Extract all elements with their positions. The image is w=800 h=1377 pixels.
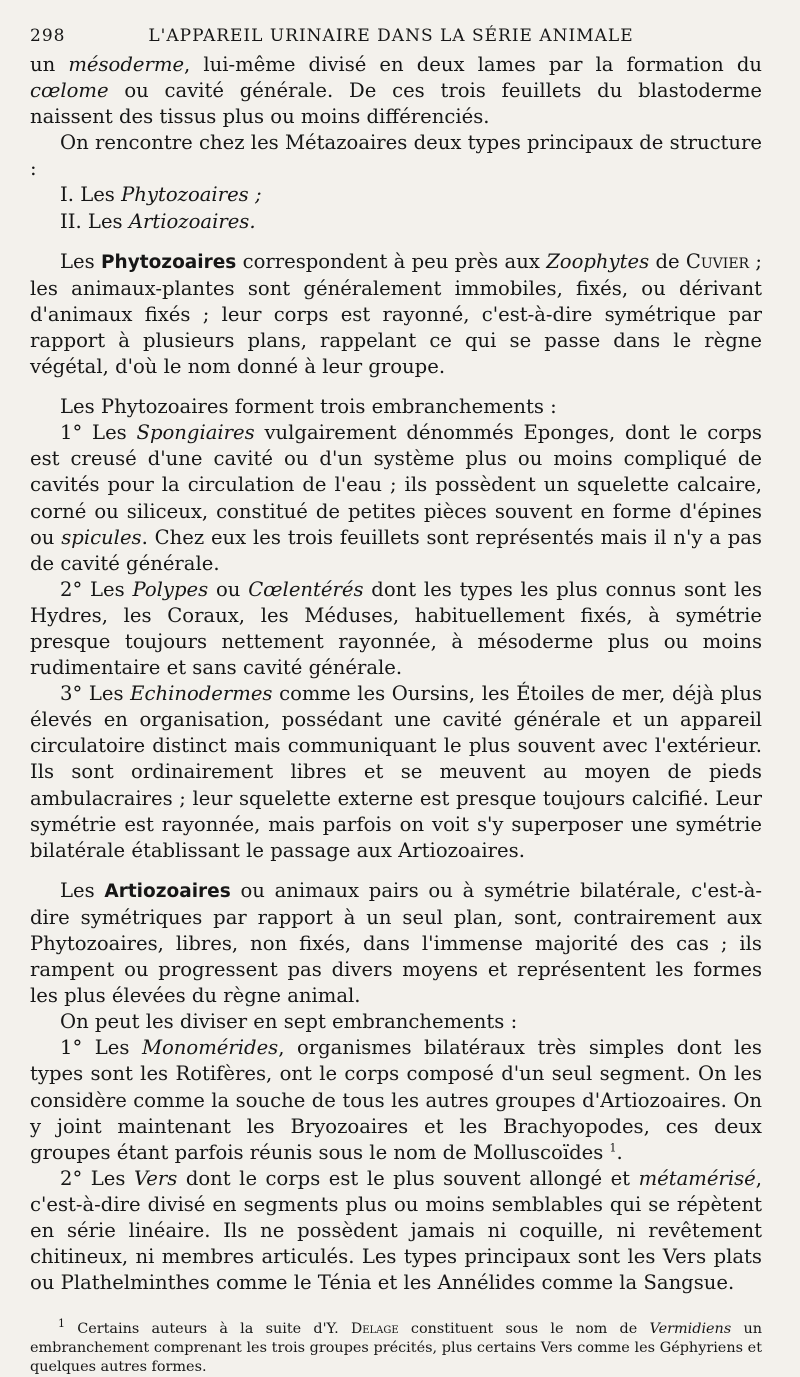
text-run: ou — [208, 577, 249, 601]
text-run: , organismes bilatéraux très simples dont les types sont les Rotifères, ont le corps composé d'un seul segment. On les considère comme la souche de tous les autres groupes d'Artiozoaires. On y joint maintenant les Bryozoaires et les Brachyopodes, ces deux groupes étant parfois réunis sous le nom de Molluscoïdes — [30, 1036, 762, 1164]
term-spicules: spicules — [61, 525, 142, 549]
text-run: ou animaux pairs ou à symétrie bilatérale, c'est-à-dire symétriques par rapport à un seul plan, sont, contrairement aux Phytozoaires, libres, non fixés, dans l'immense majorité des cas ; ils rampent ou progressent pas divers moyens et représentent les formes les plus élevées du règne animal. — [30, 878, 763, 1008]
text-run: correspondent à peu près aux — [236, 249, 547, 273]
text-run: constituent sous le nom de — [398, 1321, 650, 1338]
list-item-phytozoaires — [30, 182, 762, 208]
text-run: dont les types les plus connus sont les Hydres, les Coraux, les Méduses, habituellement fixés, à symétrie presque toujours nettement rayonnée, à mésoderme plus ou moins rudimentaire et sans cavité générale. — [30, 577, 762, 680]
text-run: de — [649, 249, 686, 273]
paragraph-monomerides — [30, 1035, 762, 1165]
text-run: Les — [60, 878, 105, 902]
text-run: comme les Oursins, les Étoiles de mer, déjà plus élevés en organisation, possédant une cavité générale et un appareil circulatoire distinct mais communiquant le plus souvent avec l'extérieur. Ils sont ordinairement libres et se meuvent au moyen de pieds ambulacraires ; leur squelette externe est presque toujours calcifié. Leur symétrie est rayonnée, mais parfois on voit s'y superposer une symétrie bilatérale établissant le passage aux Artiozoaires. — [30, 682, 762, 862]
term-vermidiens: Vermidiens — [649, 1321, 732, 1338]
text-run: . — [616, 1140, 623, 1164]
term-metamerise: métamérisé — [638, 1166, 756, 1190]
paragraph-two-types: On rencontre chez les Métazoaires deux types principaux de structure : — [30, 131, 762, 181]
list-number: II. Les — [60, 209, 129, 233]
text-run: Les — [60, 249, 101, 273]
text-run: , c'est-à-dire divisé en segments plus ou moins semblables qui se répètent en série linéaire. Ils ne possèdent jamais ni coquille, ni revêtement chitineux, ni membres articulés. Les types principaux sont les Vers plats ou Plathelminthes comme le Ténia et les Annélides comme la Sangsue. — [30, 1166, 763, 1295]
page-number: 298 — [30, 26, 66, 46]
paragraph-seven-branches: On peut les diviser en sept embranchements : — [60, 1010, 518, 1034]
text-run: un — [30, 53, 69, 76]
text-run: Certains auteurs à la suite d'Y. — [65, 1321, 351, 1338]
term-mesoderme: mésoderme — [68, 53, 185, 76]
text-run: ; les animaux-plantes sont généralement immobiles, fixés, ou dérivant d'animaux fixés ; leur corps est rayonné, c'est-à-dire symétrique par rapport à plusieurs plans, rappelant ce qui se passe dans le règne végétal, d'où le nom donné à leur groupe. — [30, 249, 762, 379]
list-item-artiozoaires — [30, 209, 762, 235]
term-artiozoaires: Artiozoaires. — [128, 209, 256, 233]
main-text — [30, 52, 762, 1296]
running-title: L'APPAREIL URINAIRE DANS LA SÉRIE ANIMALE — [148, 26, 634, 46]
text-run: vulgairement dénommés Eponges, dont le corps est creusé d'une cavité ou d'un système plus ou moins compliqué de cavités pour la circulation de l'eau ; ils possèdent un squelette calcaire, corné ou siliceux, constitué de petites pièces souvent en forme d'épines ou — [30, 421, 762, 549]
paragraph-spongiaires — [30, 420, 762, 577]
text-run: un embranchement comprenant les trois groupes précités, plus certains Vers comme les Géphyriens et quelques autres formes. — [30, 1321, 762, 1376]
text-run: . Chez eux les trois feuillets sont représentés mais il n'y a pas de cavité générale. — [30, 525, 762, 575]
text-run: dont le corps est le plus souvent allongé et — [177, 1166, 639, 1190]
footnote-ref: 1 — [609, 1141, 617, 1155]
paragraph-echinodermes — [30, 681, 762, 864]
term-echinodermes: Echinodermes — [130, 682, 273, 706]
paragraph-phytozoaires — [30, 249, 762, 380]
footnote — [30, 1317, 762, 1377]
author-cuvier: Cuvier — [685, 249, 750, 273]
term-coelome: cœlome — [30, 79, 109, 103]
paragraph-mesoderme — [30, 52, 762, 130]
term-spongiaires: Spongiaires — [136, 421, 255, 445]
term-phytozoaires: Phytozoaires ; — [121, 183, 262, 207]
text-run: 2° Les — [60, 577, 133, 601]
paragraph-vers — [30, 1166, 762, 1296]
text-run: 2° Les — [60, 1166, 134, 1190]
running-header — [30, 26, 762, 46]
term-monomerides: Monomérides — [141, 1036, 279, 1060]
heading-term-artiozoaires: Artiozoaires — [104, 880, 231, 902]
term-polypes: Polypes — [132, 577, 209, 601]
text-run: ou cavité générale. De ces trois feuillets du blastoderme naissent des tissus plus ou moins différenciés. — [30, 79, 762, 129]
term-vers: Vers — [133, 1166, 178, 1190]
paragraph-polypes — [30, 577, 762, 681]
term-zoophytes: Zoophytes — [546, 249, 650, 273]
author-delage: Delage — [350, 1321, 399, 1338]
text-run: 3° Les — [60, 682, 131, 706]
term-coelenteres: Cœlentérés — [248, 577, 364, 601]
footnote-number: 1 — [58, 1317, 65, 1331]
heading-term-phytozoaires: Phytozoaires — [100, 251, 237, 273]
paragraph-three-branches: Les Phytozoaires forment trois embranchements : — [60, 395, 557, 419]
text-run: 1° Les — [60, 1036, 142, 1060]
text-run: 1° Les — [60, 421, 137, 445]
paragraph-artiozoaires — [30, 878, 762, 1009]
list-number: I. Les — [60, 183, 122, 207]
text-run: , lui-même divisé en deux lames par la formation du — [184, 53, 763, 76]
